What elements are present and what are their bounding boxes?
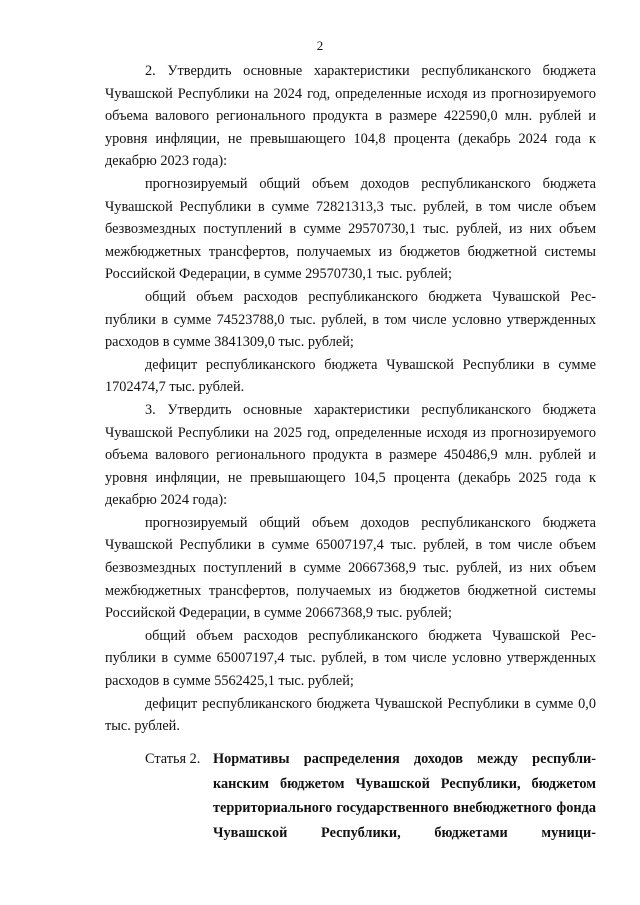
- paragraph-2025-expenditures: общий объем расходов республиканского бюджета Чувашской Республики в сумме 65007197,4 тыс. рублей, в том числе условно утвержденных расходов в сумме 5562425,1 тыс. рублей;: [105, 627, 596, 690]
- paragraph-2025-characteristics: 3. Утвердить основные характеристики республиканского бюджета Чувашской Республики на 2025 год, определенные исходя из прогнозируемого объема валового регионального продукта в размере 450486,9 млн. рублей и уровня инфляции, не превышающего 104,5 процента (декабрь 2025 года к декабрю 2024 года):: [105, 401, 596, 509]
- page-number: 2: [316, 38, 324, 53]
- paragraph-2024-expenditures: общий объем расходов республиканского бюджета Чувашской Республики в сумме 74523788,0 тыс. рублей, в том числе условно утвержденных расходов в сумме 3841309,0 тыс. рублей;: [105, 288, 596, 351]
- paragraph-2025-deficit: дефицит республиканского бюджета Чувашской Республики в сумме 0,0 тыс. рублей.: [105, 695, 596, 735]
- paragraph-2024-revenues: прогнозируемый общий объем доходов республиканского бюджета Чувашской Республики в сумме 72821313,3 тыс. рублей, в том числе объем безвозмездных поступлений в сумме 29570730,1 тыс. рублей, из них объем межбюджетных трансфертов, получаемых из бюджетов бюджетной системы Российской Федерации, в сумме 29570730,1 тыс. рублей;: [105, 175, 596, 283]
- paragraph-2025-revenues: прогнозируемый общий объем доходов республиканского бюджета Чувашской Республики в сумме 65007197,4 тыс. рублей, в том числе объем безвозмездных поступлений в сумме 20667368,9 тыс. рублей, из них объем межбюджетных трансфертов, получаемых из бюджетов бюджетной системы Российской Федерации, в сумме 20667368,9 тыс. рублей;: [105, 514, 596, 622]
- article-heading: [145, 747, 596, 845]
- paragraph-2024-deficit: дефицит республиканского бюджета Чувашской Республики в сумме 1702474,7 тыс. рублей.: [105, 356, 596, 396]
- article-label: Статья 2.: [145, 751, 201, 767]
- paragraph-2024-characteristics: 2. Утвердить основные характеристики республиканского бюджета Чувашской Республики на 2024 год, определенные исходя из прогнозируемого объема валового регионального продукта в размере 422590,0 млн. рублей и уровня инфляции, не превышающего 104,8 процента (декабрь 2024 года к декабрю 2023 года):: [105, 63, 596, 170]
- article-title: Нормативы распределения доходов между республиканским бюджетом Чувашской Республики, бюджетом территориального государственного внебюджетного фонда Чувашской Республики, бюджетами муници-: [213, 751, 596, 841]
- body-text: [105, 60, 596, 738]
